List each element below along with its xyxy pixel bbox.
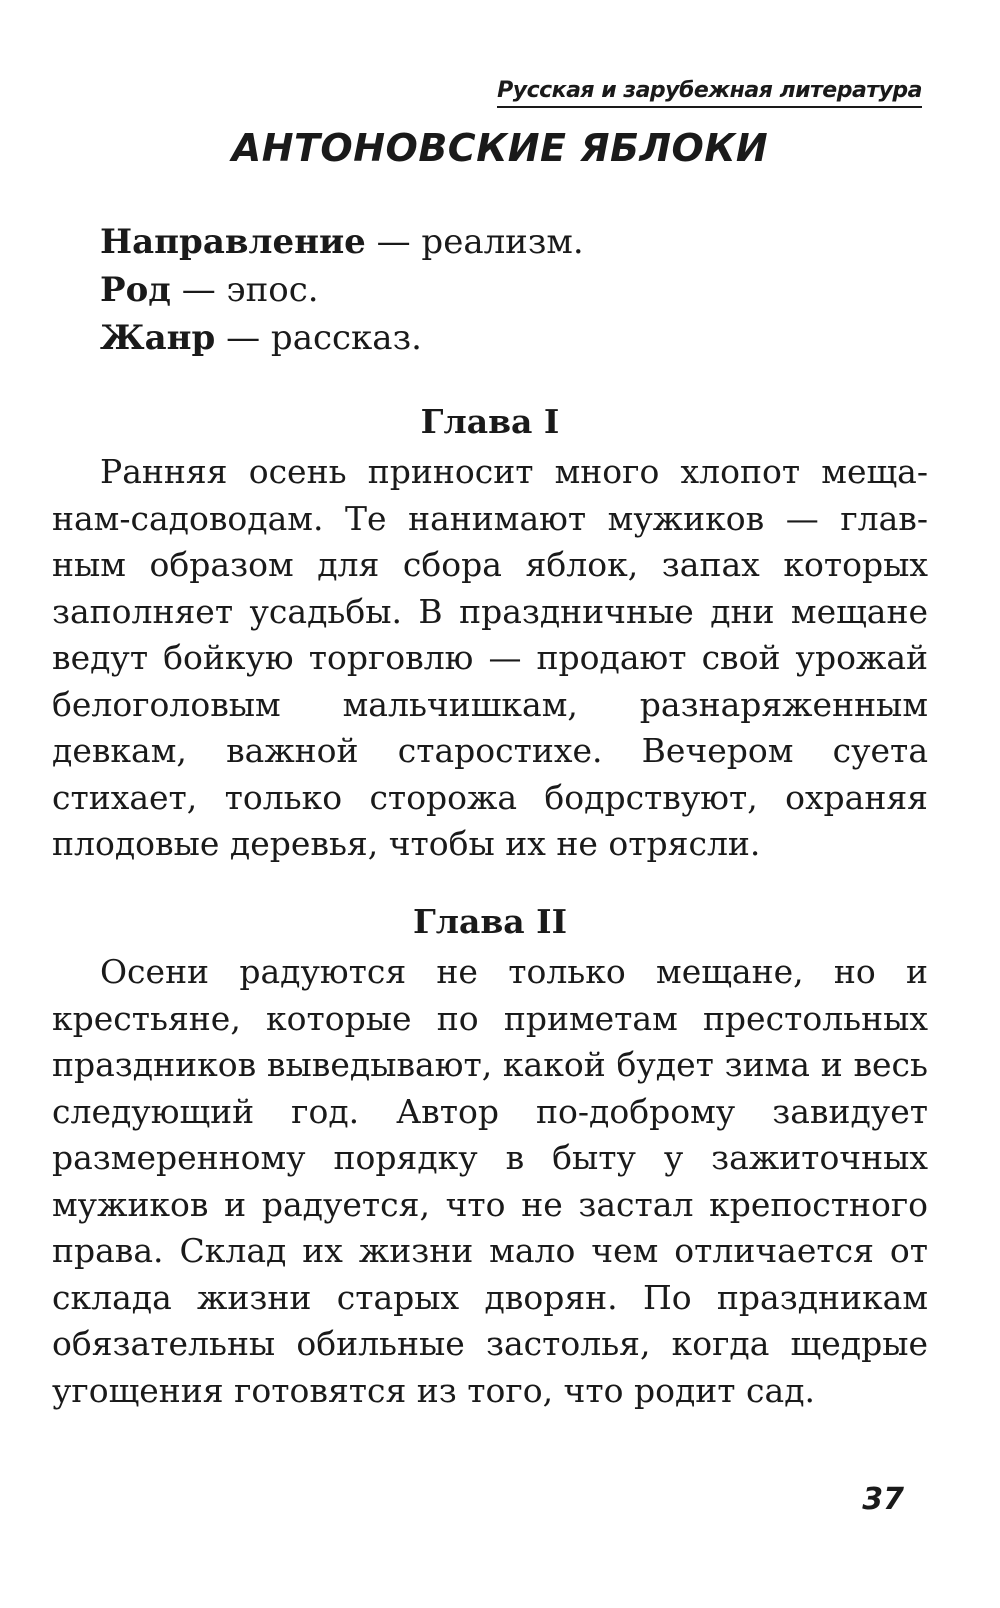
- chapter-2-heading: Глава II: [412, 902, 568, 941]
- chapter-1-paragraph: Ранняя осень приносит много хлопот мещанам-садоводам. Те нанимают мужиков — главным образом для сбора яблок, запах которых заполняет усадьбы. В праздничные дни мещане ведут бойкую торговлю — продают свой урожай белоголовым мальчишкам, разнаряженным девкам, важной старостихе. Вечером суета стихает, только сторожа бодрствуют, охраняя плодовые деревья, чтобы их не отрясли.: [52, 452, 928, 863]
- meta-direction-value: — реализм.: [365, 222, 584, 262]
- page-number: 37: [862, 1482, 904, 1517]
- meta-direction: [100, 218, 920, 266]
- chapter-2-paragraph: Осени радуются не только мещане, но и крестьяне, которые по приметам престольных праздников выведывают, какой будет зима и весь следующий год. Автор по-доброму завидует размеренному порядку в быту у зажиточных мужиков и радуется, что не застал крепостного права. Склад их жизни мало чем отличается от склада жизни старых дворян. По праздникам обязательны обильные застолья, когда щедрые угощения готовятся из того, что родит сад.: [52, 952, 928, 1410]
- meta-direction-term: Направление: [100, 222, 366, 262]
- meta-genre-value: — рассказ.: [215, 318, 422, 358]
- meta-kind: [100, 266, 920, 314]
- chapter-2: [52, 898, 928, 1414]
- meta-genre: [100, 314, 920, 362]
- page-title: АНТОНОВСКИЕ ЯБЛОКИ: [231, 126, 769, 170]
- chapter-1-heading: Глава I: [420, 402, 560, 441]
- chapter-1: [52, 398, 928, 868]
- running-header: Русская и зарубежная литература: [497, 78, 922, 108]
- meta-genre-term: Жанр: [100, 318, 216, 358]
- meta-kind-value: — эпос.: [170, 270, 319, 310]
- work-metadata: [100, 218, 920, 362]
- meta-kind-term: Род: [100, 270, 171, 310]
